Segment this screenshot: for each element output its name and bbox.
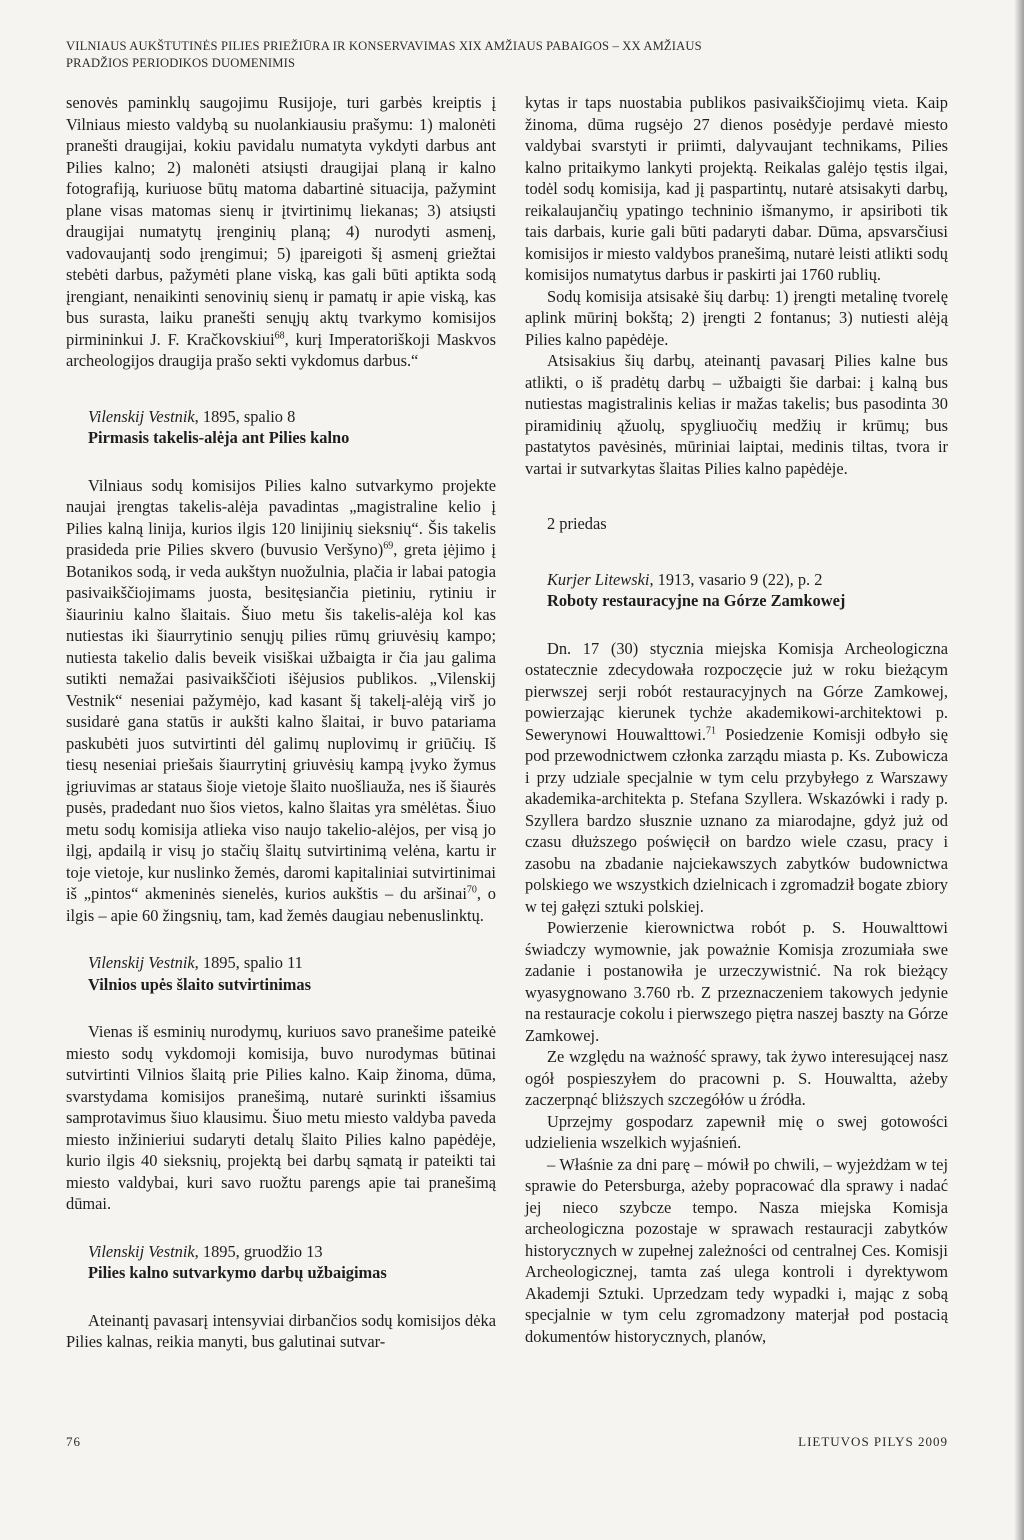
appendix-label: 2 priedas <box>547 514 607 533</box>
text: , kurį Imperatoriškoji Maskvos archeologijos draugija prašo sekti vykdomus darbus.“ <box>66 329 496 370</box>
paragraph-continued: kytas ir taps nuostabia publikos pasivaikščiojimų vieta. Kaip žinoma, dūma rugsėjo 27 dienos posėdyje perdavė miesto valdybai svarstyti ir priimti, dalyvaujant technikams, Pilies kalno pritaikymo lankyti projektą. Reikalas galėjo tęstis ilgai, todėl sodų komisija, kad jį paspartintų, nutarė atsisakyti darbų, reikalaujančių ypatingo techninio išmanymo, ir apsiriboti tik tais darbais, kurie gali būti padaryti dabar. Dūma, apsvarsčiusi komisijos ir miesto valdybos pranešimą, nutarė leisti atlikti sodų komisijos numatytus darbus ir paskirti jai 1760 rublių. <box>525 93 948 284</box>
body-paragraph: Sodų komisija atsisakė šių darbų: 1) įrengti metalinę tvorelę aplink mūrinį bokštą; 2) įrengti 2 fontanus; 3) nutiesti alėją Pilies kalno papėdėje. <box>525 286 948 349</box>
source-title: Vilenskij Vestnik <box>88 406 195 426</box>
section-heading: Pirmasis takelis-alėja ant Pilies kalno <box>88 428 350 447</box>
source-date: , 1895, gruodžio 13 <box>194 1241 323 1261</box>
journal-footer: LIETUVOS PILYS 2009 <box>798 1434 948 1449</box>
text: senovės paminklų saugojimu Rusijoje, turi garbės kreiptis į Vilniaus miesto valdybą su nuolankiausiu prašymu: 1) malonėti pranešti draugijai, kokiu pavidalu numatyta vykdyti darbus ant Pilies kalno; 2) malonėti atsiųsti draugijai planą ir kalno fotografiją, kuriuose būtų matoma dabartinė situacija, pažymint plane visas matomas sienų ir įtvirtinimų liekanas; 3) atsiųsti draugijai numatytų įrenginių planą; 4) nurodyti asmenį, vadovaujantį sodo įrengimui; 5) įpareigoti šį asmenį griežtai stebėti darbus, pažymėti plane viską, kas gali būti aptikta sodą įrengiant, nenaikinti senovinių sienų ir pamatų ir apie viską, kas bus surasta, laiku pranešti senųjų aktų tvarkymo komisijos pirmininkui J. F. Kračkovskiui <box>66 93 496 349</box>
left-column <box>66 92 496 1353</box>
footnote-ref: 70 <box>466 884 477 896</box>
body-paragraph <box>66 475 496 927</box>
source-date: , 1895, spalio 11 <box>194 953 303 972</box>
section-heading: Vilnios upės šlaito sutvirtinimas <box>88 974 311 994</box>
running-header <box>66 38 966 72</box>
body-paragraph: Vienas iš esminių nurodymų, kuriuos savo pranešime pateikė miesto sodų vykdomoji komisija, buvo nurodymas būtinai sutvirtinti Vilnios šlaitą prie Pilies kalno. Kaip žinoma, dūma, svarstydama komisijos pranešimą, nutarė surinkti išsamius samprotavimus šiuo klausimu. Šiuo metu miesto valdyba paveda miesto inžinieriui sudaryti detalų šlaito Pilies kalno papėdėje, kurio ilgis 40 sieksnių, projektą bei darbų sąmatą ir pateikti tai miesto valdybai, kuri savo ruožtu parengs apie tai pranešimą dūmai. <box>66 1022 496 1213</box>
section-heading: Roboty restauracyjne na Górze Zamkowej <box>547 591 846 610</box>
body-paragraph: – Właśnie za dni parę – mówił po chwili, – wyjeżdżam w tej sprawie do Petersburga, ażeby popracować dla sprawy i nadać jej nieco szybcze tempo. Nasza miejska Komisja archeologiczna pozostaje w sprawach restauracji zabytków historycznych w zupełnej zależności od centralnej Ces. Komisji Archeologicznej, tamta zaś ulega kontroli i dyrektywom Akademji Sztuki. Uprzedzam tedy wypadki i, mając z sobą specjalnie w tym celu zgromadzony materjał pod postacią dokumentów historycznych, planów, <box>525 1154 948 1346</box>
body-paragraph: Uprzejmy gospodarz zapewnił mię o swej gotowości udzielienia wszelkich wyjaśnień. <box>525 1111 948 1152</box>
source-title: Kurjer Litewski <box>547 569 650 589</box>
body-paragraph: Ateinantį pavasarį intensyviai dirbančios sodų komisijos dėka Pilies kalnas, reikia manyti, bus galutinai sutvar- <box>66 1310 496 1351</box>
source-citation <box>66 406 496 428</box>
text: Posiedzenie Komisji odbyło się pod przewodnictwem członka zarządu miasta p. Ks. Zubowicza i przy udziale specjalnie w tym celu przybyłego z Warszawy akademika-architekta p. Stefana Szyllera. Wskazówki i rady p. Szyllera bardzo słusznie uznano za miarodajne, gdyż już od czasu dłuższego poświęcił on bardzo wiele czasu, pracy i zasobu na zbadanie najciekawszych zabytków budownictwa polskiego we wszystkich dzielnicach i zgromadził bogate zbiory w tej gałęzi sztuki polskiej. <box>525 724 948 916</box>
body-paragraph <box>525 638 948 918</box>
running-header-line-2: PRADŽIOS PERIODIKOS DUOMENIMIS <box>66 56 296 70</box>
source-title: Vilenskij Vestnik <box>88 953 195 972</box>
source-citation <box>66 1241 496 1263</box>
text: , greta įėjimo į Botanikos sodą, ir veda aukštyn nuožulnia, plačia ir labai patogia pasivaikščiojimams juosta, besitęsiančia pietiniu, rytiniu ir šiauriniu kalno šlaitais. Šiuo metu šis takelis-alėja kol kas nutiestas iki šiaurrytinio senųjų pilies rūmų griuvėsių kampo; nutiesta takelio dalis beveik visiškai užbaigta ir čia jau galima sutikti nemažai pasivaikščioti išėjusios publikos. „Vilenskij Vestnik“ neseniai pažymėjo, kad kasant šį takelį-alėją virš jo susidarė gana statūs ir aukšti kalno šlaitai, ir buvo patariama paskubėti juos sutvirtinti dėl galimų nuplovimų ir griūčių. Iš tiesų neseniai priešais šiaurrytinį griuvėsių kampą įvyko žymus įgriuvimas ar stataus šioje vietoje šlaito nuošliauža, nes iš šiaurės pusės, pradedant nuo šios vietos, kalno šlaitas yra smėlėtas. Šiuo metu sodų komisija atlieka viso naujo takelio-alėjos, per visą jo ilgį, apdailą ir visų jo stačių šlaitų sutvirtinimą velėna, kartu ir toje vietoje, kur nuslinko žemės, daromi kapitaliniai sutvirtinimai iš „pintos“ akmeninės sienelės, kurios aukštis – du aršinai <box>66 540 496 903</box>
paragraph-continued <box>66 92 496 372</box>
footnote-ref: 69 <box>383 540 394 552</box>
page-number: 76 <box>66 1434 81 1449</box>
right-column <box>525 92 948 1347</box>
body-paragraph: Powierzenie kierownictwa robót p. S. Houwalttowi świadczy wymownie, jak poważnie Komisja zrozumiała swe zadanie i postanowiła je urzeczywistnić. Na rok bieżący wyasygnowano 3.760 rb. Z przeznaczeniem takowych jedynie na restauracje cokolu i pierwszego piętra naszej baszty na Górze Zamkowej. <box>525 918 948 1045</box>
page-edge-shadow <box>1014 0 1024 1540</box>
source-title: Vilenskij Vestnik <box>88 1241 195 1261</box>
source-date: , 1913, vasario 9 (22), p. 2 <box>649 569 823 589</box>
source-date: , 1895, spalio 8 <box>194 406 296 426</box>
footnote-ref: 68 <box>274 330 285 342</box>
footnote-ref: 71 <box>705 725 716 737</box>
source-citation <box>525 569 948 591</box>
text: Vilniaus sodų komisijos Pilies kalno sutvarkymo projekte naujai įrengtas takelis-alėja pavadintas „magistraline kelio į Pilies kalną linija, kurios ilgis 120 linijinių sieksnių“. Šis takelis prasideda prie Pilies skvero (buvusio Veršyno) <box>66 475 496 559</box>
body-paragraph: Atsisakius šių darbų, ateinantį pavasarį Pilies kalne bus atlikti, o iš pradėtų darbų – užbaigti šie darbai: į kalną bus nutiestas magistralinis kelias ir mažas takelis; bus pasodinta 30 piramidinių ąžuolų, spygliuočių medžių ir krūmų; bus pastatytos pavėsinės, mūriniai laiptai, medinis tiltas, tvora ir vartai ir sutvarkytas šlaitas Pilies kalno papėdėje. <box>525 351 948 478</box>
source-citation <box>66 952 496 974</box>
text: , o ilgis – apie 60 žingsnių, tam, kad žemės daugiau nebenuslinktų. <box>66 884 496 925</box>
text: Dn. 17 (30) stycznia miejska Komisja Archeologiczna ostatecznie zdecydowała rozpoczęcie już w roku bieżącym pierwszej serji robót restauracyjnych na Górze Zamkowej, powierzając kierunek tychże akademikowi-architektowi p. Sewerynowi Houwalttowi. <box>525 638 948 744</box>
body-paragraph: Ze względu na ważność sprawy, tak żywo interesującej nasz ogół pospieszyłem do pracowni p. S. Houwaltta, ażeby zaczerpnąć bliższych szczegółów u źródła. <box>525 1047 948 1109</box>
section-heading: Pilies kalno sutvarkymo darbų užbaigimas <box>88 1263 387 1282</box>
running-header-line-1: VILNIAUS AUKŠTUTINĖS PILIES PRIEŽIŪRA IR KONSERVAVIMAS XIX AMŽIAUS PABAIGOS – XX AMŽIAUS <box>66 39 702 53</box>
